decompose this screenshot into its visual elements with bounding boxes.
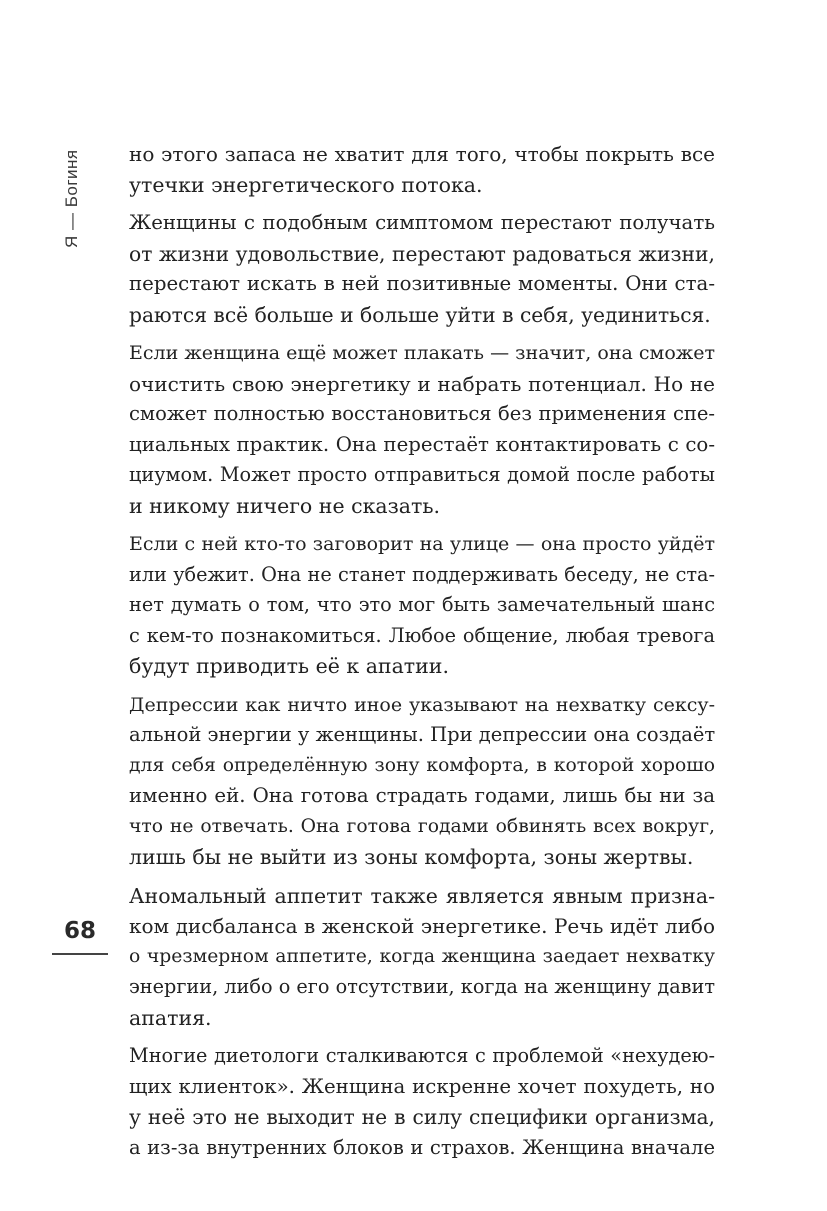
page-number-rule — [52, 953, 108, 955]
text-line: но этого запаса не хватит для того, чтобы покрыть все — [129, 142, 715, 166]
text-line: ком дисбаланса в женской энергетике. Речь идёт либо — [129, 914, 715, 938]
text-line: или убежит. Она не станет поддерживать беседу, не ста- — [129, 562, 715, 586]
text-line: именно ей. Она готова страдать годами, лишь бы ни за — [129, 784, 715, 807]
paragraph — [129, 139, 715, 200]
page-number: 68 — [63, 918, 96, 944]
running-head: Я — Богиня — [62, 149, 81, 248]
paragraph — [129, 881, 715, 1034]
text-line: циальных практик. Она перестаёт контактировать с со- — [129, 432, 715, 456]
text-line: нет думать о том, что это мог быть замечательный шанс — [129, 593, 715, 616]
text-line: для себя определённую зону комфорта, в которой хорошо — [129, 754, 715, 776]
text-line: энергии, либо о его отсутствии, когда на женщину давит — [129, 975, 715, 998]
text-line: Многие диетологи сталкиваются с проблемой «нехудею- — [129, 1044, 715, 1067]
text-line: о чрезмерном аппетите, когда женщина заедает нехватку — [129, 945, 715, 967]
text-line: с кем-то познакомиться. Любое общение, любая тревога — [129, 623, 715, 647]
text-line: что не отвечать. Она готова годами обвинять всех вокруг, — [129, 815, 715, 837]
text-line: перестают искать в ней позитивные моменты. Они ста- — [129, 272, 715, 295]
text-line: циумом. Может просто отправиться домой после работы — [129, 463, 715, 486]
text-line: сможет полностью восстановиться без применения спе- — [129, 402, 715, 425]
text-line: а из-за внутренних блоков и страхов. Женщина вначале — [129, 1135, 715, 1159]
paragraph — [129, 690, 715, 873]
text-line: у неё это не выходит не в силу специфики организма, — [129, 1105, 715, 1129]
text-line: альной энергии у женщины. При депрессии она создаёт — [129, 723, 716, 746]
text-line: лишь бы не выйти из зоны комфорта, зоны жертвы. — [129, 845, 694, 869]
text-line: утечки энергетического потока. — [129, 172, 483, 197]
text-line: от жизни удовольствие, перестают радоваться жизни, — [129, 241, 715, 266]
paragraph — [129, 338, 715, 521]
paragraph — [129, 529, 715, 682]
text-line: Женщины с подобным симптомом перестают получать — [129, 211, 715, 234]
text-line: Депрессии как ничто иное указывают на нехватку сексу- — [129, 693, 715, 716]
text-line: апатия. — [129, 1005, 212, 1030]
text-line: Если с ней кто-то заговорит на улице — она просто уйдёт — [129, 533, 715, 555]
paragraph — [129, 1041, 715, 1163]
text-line: Аномальный аппетит также является явным призна- — [129, 883, 715, 908]
text-line: очистить свою энергетику и набрать потенциал. Но не — [129, 371, 715, 396]
text-line: и никому ничего не сказать. — [129, 493, 441, 518]
body-text — [129, 139, 715, 1171]
text-line: щих клиенток». Женщина искренне хочет похудеть, но — [129, 1074, 715, 1098]
text-line: Если женщина ещё может плакать — значит, она сможет — [129, 342, 715, 364]
paragraph — [129, 208, 715, 330]
text-line: раются всё больше и больше уйти в себя, уединиться. — [129, 302, 711, 327]
text-line: будут приводить её к апатии. — [129, 654, 449, 678]
